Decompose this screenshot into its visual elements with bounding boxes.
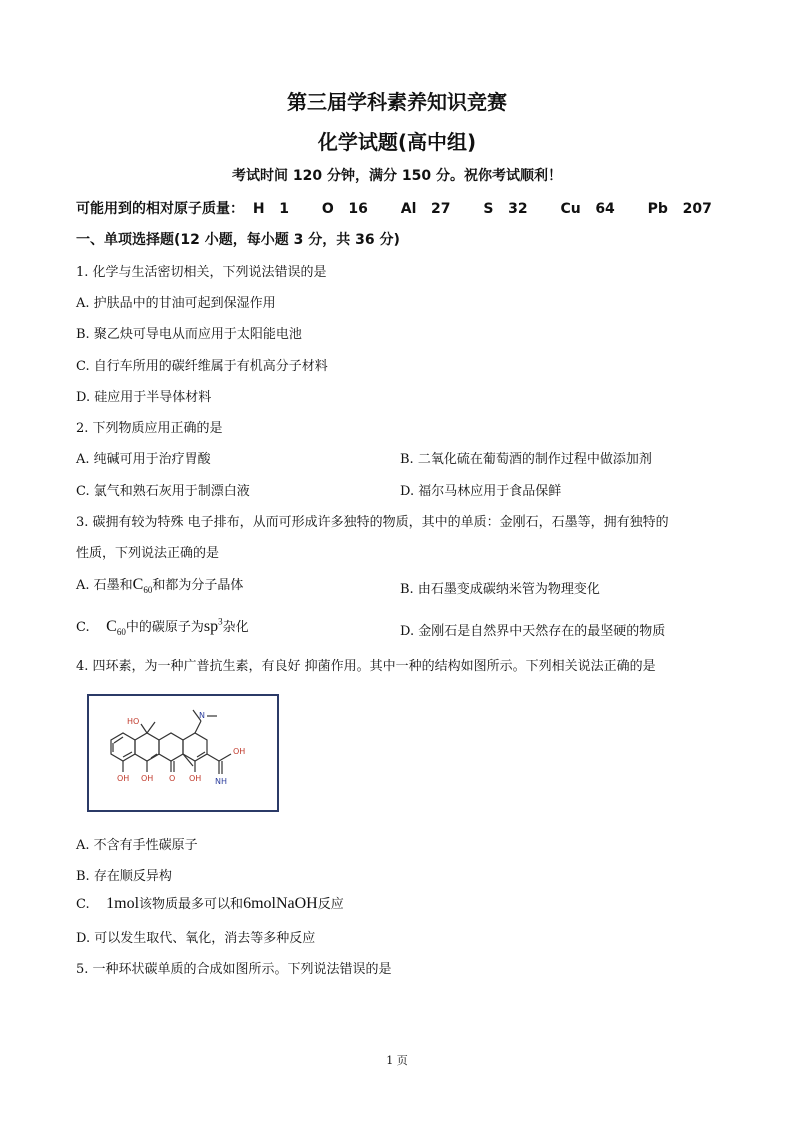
q3-option-b: B. 由石墨变成碳纳米管为物理变化 [400, 582, 600, 597]
structure-svg [89, 696, 277, 810]
q1-option-d: D. 硅应用于半导体材料 [76, 390, 212, 405]
atomic-mass-line [76, 198, 712, 218]
q4-stem: 4. 四环素，为一种广普抗生素，有良好 抑菌作用。其中一种的结构如图所示。下列相关说法正确的是 [76, 659, 656, 674]
label-oh-1: OH [117, 774, 130, 783]
c60-formula: $C_{60}$ [106, 618, 126, 638]
mass-entry: O 16 [321, 201, 368, 217]
exam-info: 考试时间 120 分钟，满分 150 分。祝你考试顺利！ [232, 168, 562, 184]
mass-entry: S 32 [483, 201, 528, 217]
q5-stem: 5. 一种环状碳单质的合成如图所示。下列说法错误的是 [76, 962, 392, 977]
mass-entry: Cu 64 [560, 201, 615, 217]
q3-option-c: C. $C_{60}$中的碳原子为$sp^3$杂化 [76, 616, 249, 638]
q2-stem: 2. 下列物质应用正确的是 [76, 421, 223, 436]
naoh-amount: 6molNaOH [243, 895, 318, 912]
q4-option-a: A. 不含有手性碳原子 [76, 838, 198, 853]
sp3-formula: $sp^3$ [203, 616, 223, 635]
mass-entry: Al 27 [400, 201, 451, 217]
atomic-mass-label: 可能用到的相对原子质量： [76, 201, 244, 217]
page-number: 1 页 [386, 1054, 408, 1067]
q1-option-a: A. 护肤品中的甘油可起到保湿作用 [76, 296, 276, 311]
label-nh: NH [215, 777, 227, 786]
label-n: N [199, 711, 205, 720]
exam-title: 第三届学科素养知识竞赛 [287, 90, 507, 114]
mass-entry: Pb 207 [647, 201, 712, 217]
q4-option-c: C. 1mol该物质最多可以和6molNaOH反应 [76, 895, 344, 912]
q3-stem-line1: 3. 碳拥有较为特殊 电子排布，从而可形成许多独特的物质，其中的单质：金刚石，石墨等，拥有独特的 [76, 515, 669, 530]
q2-option-a: A. 纯碱可用于治疗胃酸 [76, 452, 211, 467]
tetracycline-structure-figure [87, 694, 279, 812]
q4-option-b: B. 存在顺反异构 [76, 869, 172, 884]
q1-option-b: B. 聚乙炔可导电从而应用于太阳能电池 [76, 327, 302, 342]
label-o: O [169, 774, 176, 783]
label-ho-top: HO [127, 717, 140, 726]
section-heading: 一、单项选择题(12 小题，每小题 3 分，共 36 分) [76, 232, 400, 248]
q3-option-d: D. 金刚石是自然界中天然存在的最坚硬的物质 [400, 624, 666, 639]
label-oh-4: OH [233, 747, 246, 756]
q2-option-b: B. 二氧化硫在葡萄酒的制作过程中做添加剂 [400, 452, 652, 467]
q1-option-c: C. 自行车所用的碳纤维属于有机高分子材料 [76, 359, 328, 374]
q1-stem: 1. 化学与生活密切相关，下列说法错误的是 [76, 265, 327, 280]
mol-amount: 1mol [106, 895, 140, 912]
q2-option-c: C. 氯气和熟石灰用于制漂白液 [76, 484, 250, 499]
q4-option-d: D. 可以发生取代、氧化，消去等多种反应 [76, 931, 316, 946]
q2-option-d: D. 福尔马林应用于食品保鲜 [400, 484, 562, 499]
exam-subtitle: 化学试题(高中组) [317, 130, 477, 154]
label-oh-3: OH [189, 774, 202, 783]
c60-formula: $C_{60}$ [132, 576, 153, 596]
q3-stem-line2: 性质，下列说法正确的是 [76, 546, 220, 561]
q3-option-a: A. 石墨和$C_{60}$和都为分子晶体 [76, 576, 244, 596]
label-oh-2: OH [141, 774, 154, 783]
mass-entry: H 1 [252, 201, 289, 217]
